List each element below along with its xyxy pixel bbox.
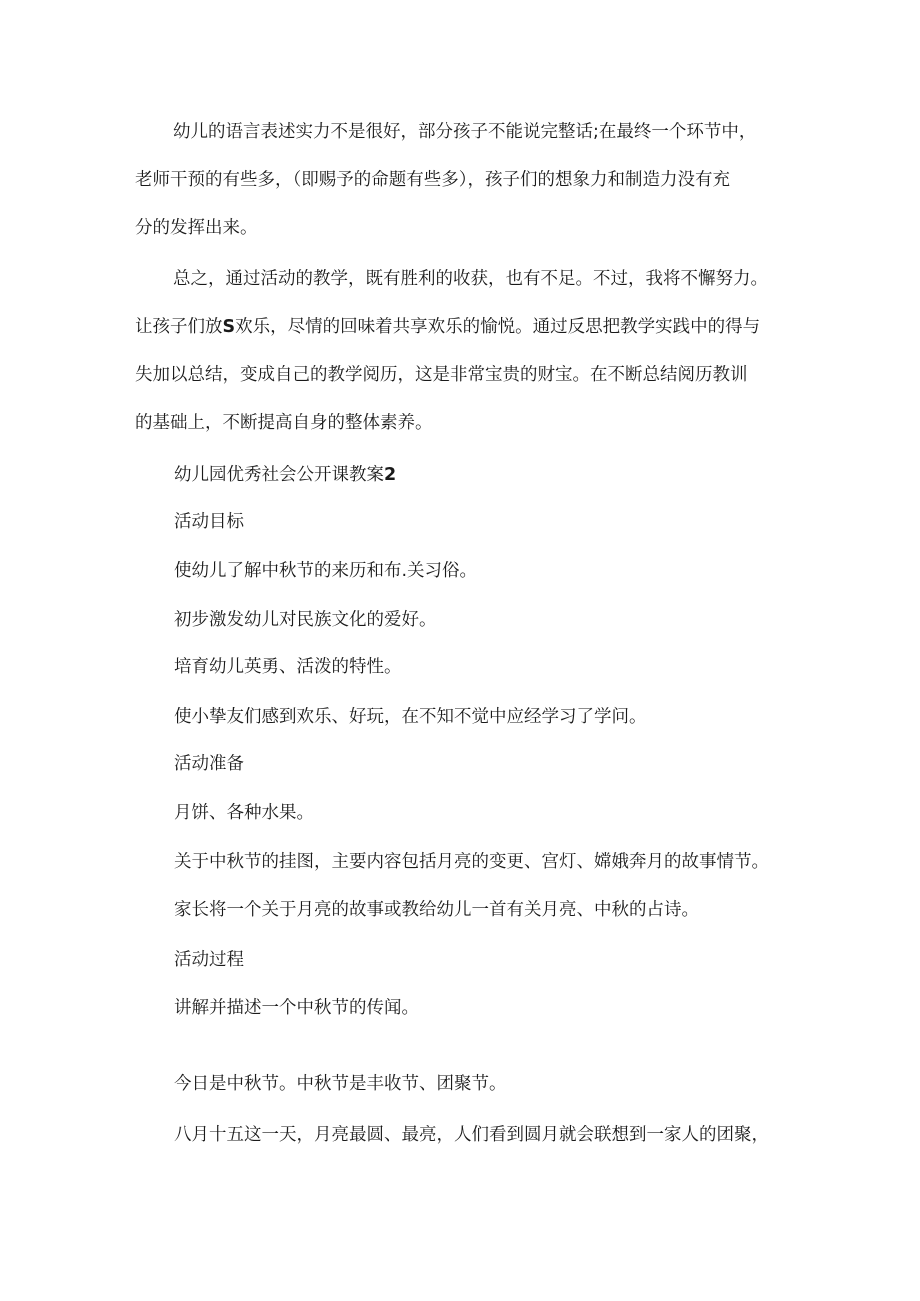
list-item: 家长将一个关于月亮的故事或教给幼儿一首有关月亮、中秋的占诗。 bbox=[174, 900, 699, 920]
paragraph-summary bbox=[135, 255, 815, 447]
heading-process: 活动过程 bbox=[174, 950, 244, 970]
text-line: 幼儿的语言表述实力不是很好，部分孩子不能说完整话;在最终一个环节中， bbox=[173, 122, 757, 142]
text-line: 失加以总结，变成自己的教学阅历，这是非常宝贵的财宝。在不断总结阅历教训 bbox=[135, 365, 748, 385]
text-line: 的基础上，不断提高自身的整体素养。 bbox=[135, 413, 433, 433]
list-item: 使小挚友们感到欢乐、好玩，在不知不觉中应经学习了学问。 bbox=[174, 707, 647, 727]
list-item: 关于中秋节的挂图，主要内容包括月亮的变更、宫灯、嫦娥奔月的故事情节。 bbox=[174, 852, 769, 872]
paragraph-reflection bbox=[135, 108, 815, 252]
text-line: 总之，通过活动的教学，既有胜利的收获，也有不足。不过，我将不懈努力。 bbox=[173, 269, 768, 289]
text-line bbox=[135, 303, 815, 351]
list-item: 培育幼儿英勇、活泼的特性。 bbox=[174, 657, 402, 677]
list-item: 今日是中秋节。中秋节是丰收节、团聚节。 bbox=[174, 1074, 507, 1094]
section-title bbox=[174, 462, 396, 488]
list-item: 使幼儿了解中秋节的来历和布.关习俗。 bbox=[174, 561, 478, 581]
list-item: 初步激发幼儿对民族文化的爱好。 bbox=[174, 610, 437, 630]
list-item: 八月十五这一天，月亮最圆、最亮，人们看到圆月就会联想到一家人的团聚， bbox=[174, 1125, 769, 1145]
heading-goals: 活动目标 bbox=[174, 512, 244, 532]
text-line: 老师干预的有些多，（即赐予的命题有些多），孩子们的想象力和制造力没有充 bbox=[135, 170, 730, 190]
text-line: 分的发挥出来。 bbox=[135, 218, 258, 238]
heading-preparation: 活动准备 bbox=[174, 754, 244, 774]
bold-fragment: S bbox=[222, 317, 236, 337]
list-item: 月饼、各种水果。 bbox=[174, 803, 314, 823]
section-title-text: 幼儿园优秀社会公开课教案 bbox=[174, 465, 384, 485]
section-number: 2 bbox=[384, 465, 397, 485]
list-item: 讲解并描述一个中秋节的传闻。 bbox=[174, 998, 419, 1018]
text-fragment: 欢乐，尽情的回味着共享欢乐的愉悦。通过反思把教学实践中的得与 bbox=[235, 317, 761, 337]
text-fragment: 让孩子们放 bbox=[135, 317, 223, 337]
